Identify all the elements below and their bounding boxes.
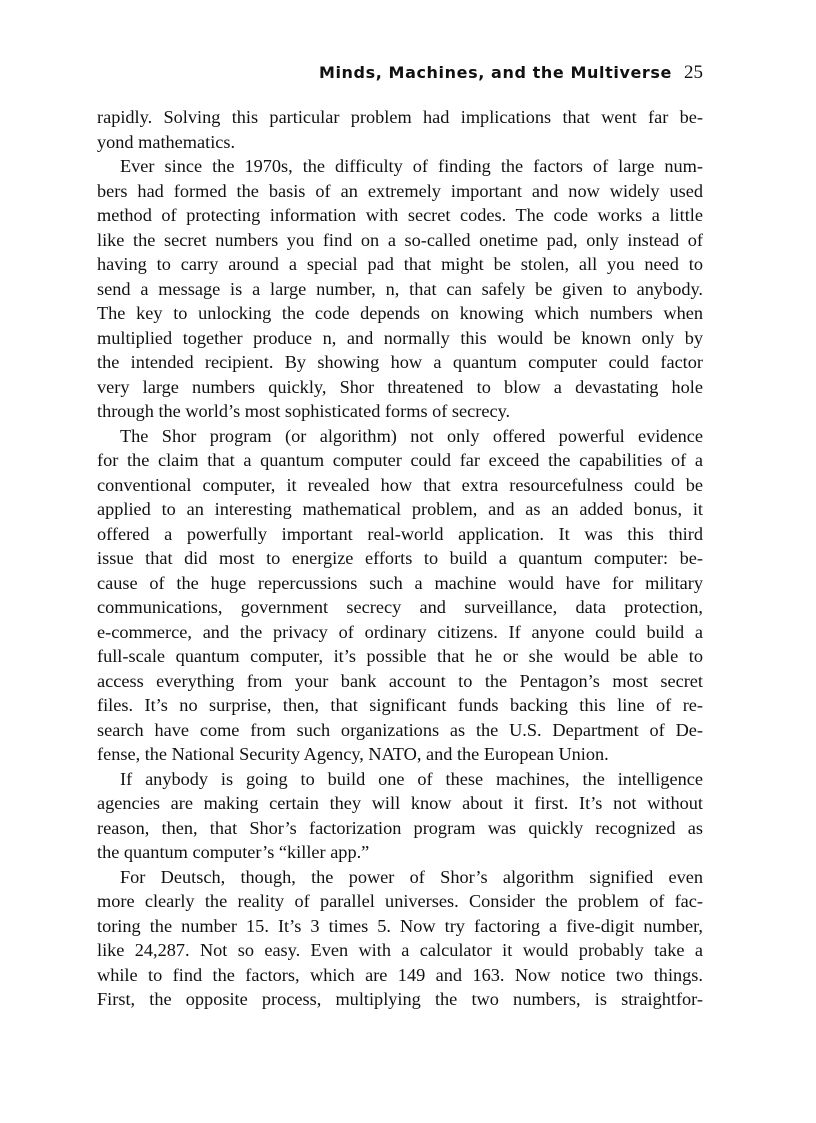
text-line: cause of the huge repercussions such a machine would have for military <box>97 572 703 593</box>
text-line: while to find the factors, which are 149 and 163. Now notice two things. <box>97 964 703 985</box>
text-line: access everything from your bank account to the Pentagon’s most secret <box>97 670 703 691</box>
running-title: Minds, Machines, and the Multiverse <box>318 63 672 82</box>
text-line: issue that did most to energize efforts to build a quantum computer: be- <box>97 548 703 568</box>
text-line: through the world’s most sophisticated forms of secrecy. <box>97 401 511 421</box>
text-line: search have come from such organizations as the U.S. Department of De- <box>97 719 703 740</box>
page-number: 25 <box>684 62 703 83</box>
text-line: offered a powerfully important real-world application. It was this third <box>97 523 703 544</box>
text-line: having to carry around a special pad that might be stolen, all you need to <box>97 254 703 274</box>
text-line: method of protecting information with secret codes. The code works a little <box>97 205 703 225</box>
text-line: e-commerce, and the privacy of ordinary citizens. If anyone could build a <box>97 621 703 642</box>
text-line: very large numbers quickly, Shor threatened to blow a devastating hole <box>97 376 703 397</box>
text-line: like 24,287. Not so easy. Even with a calculator it would probably take a <box>97 940 703 960</box>
text-line: First, the opposite process, multiplying the two numbers, is straightfor- <box>97 989 703 1009</box>
text-line: the intended recipient. By showing how a quantum computer could factor <box>97 352 703 372</box>
text-line: full-scale quantum computer, it’s possible that he or she would be able to <box>97 646 703 666</box>
text-line: fense, the National Security Agency, NATO, and the European Union. <box>97 744 609 764</box>
text-line: toring the number 15. It’s 3 times 5. Now try factoring a five-digit number, <box>97 915 703 936</box>
text-line: more clearly the reality of parallel universes. Consider the problem of fac- <box>97 891 703 911</box>
text-line: communications, government secrecy and surveillance, data protection, <box>97 597 703 617</box>
text-line: The key to unlocking the code depends on knowing which numbers when <box>97 303 703 323</box>
text-line: the quantum computer’s “killer app.” <box>97 842 370 862</box>
text-line: If anybody is going to build one of these machines, the intelligence <box>120 768 703 789</box>
text-line: applied to an interesting mathematical problem, and as an added bonus, it <box>97 499 703 519</box>
text-line: yond mathematics. <box>97 131 236 152</box>
body-text <box>97 105 703 1012</box>
text-line: bers had formed the basis of an extremely important and now widely used <box>97 180 703 201</box>
text-line: reason, then, that Shor’s factorization program was quickly recognized as <box>97 817 703 838</box>
text-line: rapidly. Solving this particular problem had implications that went far be- <box>97 107 703 127</box>
text-line: send a message is a large number, n, that can safely be given to anybody. <box>97 278 703 299</box>
text-line: agencies are making certain they will know about it first. It’s not without <box>97 793 703 813</box>
text-line: multiplied together produce n, and normally this would be known only by <box>97 327 703 348</box>
text-line: like the secret numbers you find on a so-called onetime pad, only instead of <box>97 229 703 250</box>
text-line: The Shor program (or algorithm) not only offered powerful evidence <box>120 425 703 446</box>
text-line: conventional computer, it revealed how that extra resourcefulness could be <box>97 474 703 495</box>
text-line: For Deutsch, though, the power of Shor’s algorithm signified even <box>120 866 703 887</box>
text-line: for the claim that a quantum computer could far exceed the capabilities of a <box>97 450 703 470</box>
text-line: files. It’s no surprise, then, that significant funds backing this line of re- <box>97 695 703 715</box>
text-line: Ever since the 1970s, the difficulty of finding the factors of large num- <box>120 156 703 176</box>
running-header <box>97 62 703 84</box>
